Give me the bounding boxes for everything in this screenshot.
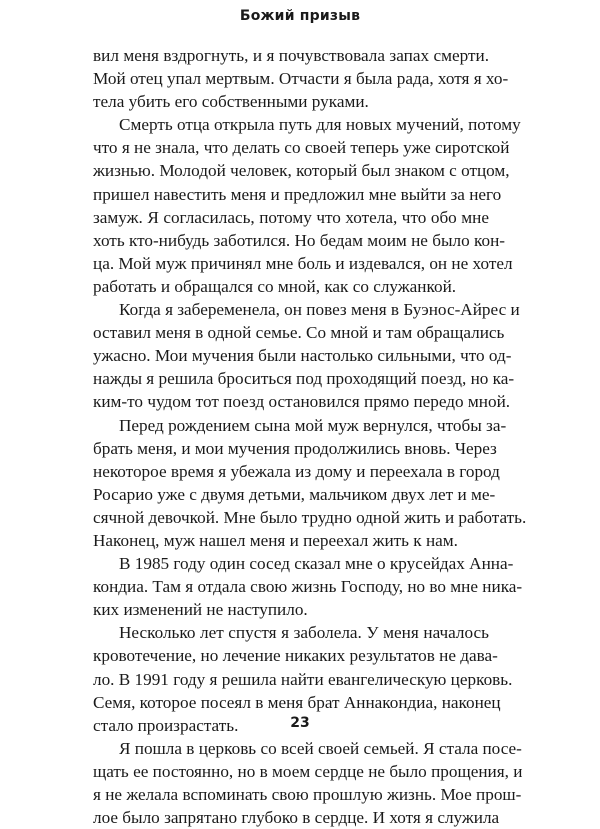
text-line: пришел навестить меня и предложил мне выйти за него: [93, 184, 502, 204]
text-line: замуж. Я согласилась, потому что хотела, что обо мне: [93, 207, 489, 227]
text-line: В 1985 году один сосед сказал мне о крусейдах Анна-: [119, 554, 514, 574]
text-line: щать ее постоянно, но в моем сердце не было прощения, и: [93, 761, 523, 781]
text-line: Смерть отца открыла путь для новых мучений, потому: [119, 115, 521, 135]
text-line: стало произрастать.: [93, 715, 239, 735]
text-line: некоторое время я убежала из дому и переехала в город: [93, 461, 500, 481]
running-header: Божий призыв: [239, 8, 361, 24]
text-line: Несколько лет спустя я заболела. У меня началось: [119, 623, 489, 643]
text-line: брать меня, и мои мучения продолжились вновь. Через: [93, 438, 497, 458]
text-line: ким-то чудом тот поезд остановился прямо передо мной.: [93, 392, 511, 412]
text-line: ло. В 1991 году я решила найти евангелическую церковь.: [93, 669, 513, 689]
text-line: сячной девочкой. Мне было трудно одной жить и работать.: [93, 507, 527, 527]
text-line: хоть кто-нибудь заботился. Но бедам моим не было кон-: [93, 230, 505, 250]
text-line: кровотечение, но лечение никаких результатов не дава-: [93, 646, 498, 666]
text-line: что я не знала, что делать со своей теперь уже сиротской: [93, 138, 510, 158]
text-line: Мой отец упал мертвым. Отчасти я была рада, хотя я хо-: [93, 69, 509, 89]
text-line: тела убить его собственными руками.: [93, 92, 369, 112]
text-line: Когда я забеременела, он повез меня в Буэнос-Айрес и: [119, 300, 520, 320]
text-line: вил меня вздрогнуть, и я почувствовала запах смерти.: [93, 46, 489, 65]
text-line: нажды я решила броситься под проходящий поезд, но ка-: [93, 369, 515, 389]
page-number: 23: [290, 715, 310, 731]
body-text: [93, 44, 527, 829]
text-line: лое было запрятано глубоко в сердце. И хотя я служила: [93, 808, 500, 828]
text-line: ких изменений не наступило.: [93, 600, 308, 620]
text-line: ца. Мой муж причинял мне боль и издевался, он не хотел: [93, 253, 513, 273]
text-line: Росарио уже с двумя детьми, мальчиком двух лет и ме-: [93, 484, 496, 504]
text-line: кондиа. Там я отдала свою жизнь Господу, но во мне ника-: [93, 577, 523, 597]
text-line: оставил меня в одной семье. Со мной и там обращались: [93, 323, 505, 343]
text-line: ужасно. Мои мучения были настолько сильными, что од-: [93, 346, 512, 366]
text-line: Семя, которое посеял в меня брат Аннакондиа, наконец: [93, 692, 501, 712]
text-line: Перед рождением сына мой муж вернулся, чтобы за-: [119, 415, 507, 435]
text-line: Я пошла в церковь со всей своей семьей. Я стала посе-: [119, 738, 522, 758]
text-line: я не желала вспоминать свою прошлую жизнь. Мое прош-: [93, 785, 522, 804]
text-line: жизнью. Молодой человек, который был знаком с отцом,: [93, 161, 510, 181]
text-line: работать и обращался со мной, как со служанкой.: [93, 276, 457, 296]
text-line: Наконец, муж нашел меня и переехал жить к нам.: [93, 530, 458, 550]
